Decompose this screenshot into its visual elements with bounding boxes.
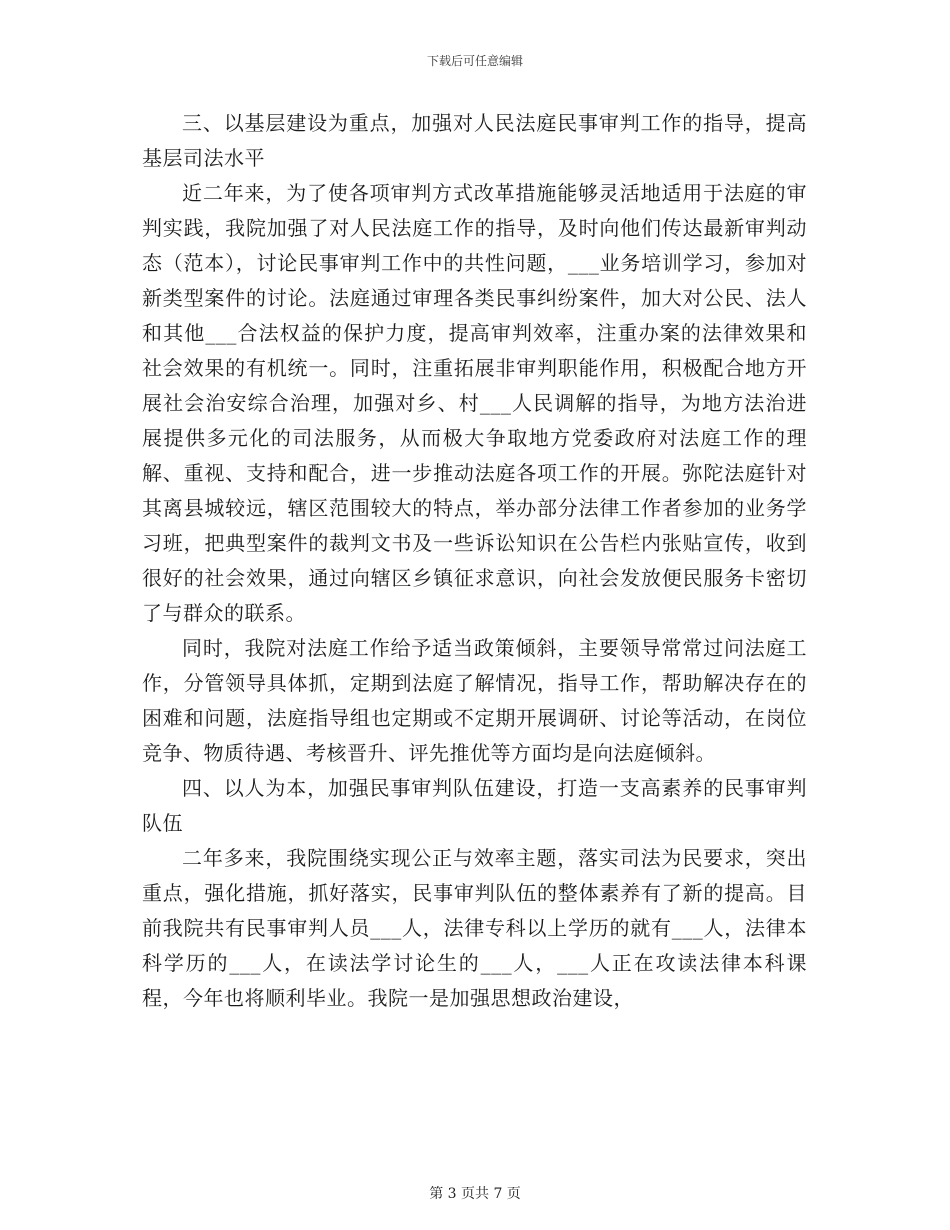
paragraph: 同时，我院对法庭工作给予适当政策倾斜，主要领导常常过问法庭工作，分管领导具体抓，定期到法庭了解情况，指导工作，帮助解决存在的困难和问题，法庭指导组也定期或不定期开展调研、讨论等活动，在岗位竞争、物质待遇、考核晋升、评先推优等方面均是向法庭倾斜。 [142,636,807,765]
page-header: 下载后可任意编辑 [426,54,523,68]
paragraph: 近二年来，为了使各项审判方式改革措施能够灵活地适用于法庭的审判实践，我院加强了对人民法庭工作的指导，及时向他们传达最新审判动态（范本），讨论民事审判工作中的共性问题，___业务培训学习，参加对新类型案件的讨论。法庭通过审理各类民事纠纷案件，加大对公民、法人和其他___合法权益的保护力度，提高审判效率，注重办案的法律效果和社会效果的有机统一。同时，注重拓展非审判职能作用，积极配合地方开展社会治安综合治理，加强对乡、村___人民调解的指导，为地方法治进展提供多元化的司法服务，从而极大争取地方党委政府对法庭工作的理解、重视、支持和配合，进一步推动法庭各项工作的开展。弥陀法庭针对其离县城较远，辖区范围较大的特点，举办部分法律工作者参加的业务学习班，把典型案件的裁判文书及一些诉讼知识在公告栏内张贴宣传，收到很好的社会效果，通过向辖区乡镇征求意识，向社会发放便民服务卡密切了与群众的联系。 [142,181,807,625]
section-heading-3: 三、以基层建设为重点，加强对人民法庭民事审判工作的指导，提高基层司法水平 [142,111,807,170]
paragraph: 二年多来，我院围绕实现公正与效率主题，落实司法为民要求，突出重点，强化措施，抓好落实，民事审判队伍的整体素养有了新的提高。目前我院共有民事审判人员___人，法律专科以上学历的就有___人，法律本科学历的___人，在读法学讨论生的___人，___人正在攻读法律本科课程，今年也将顺利毕业。我院一是加强思想政治建设， [142,846,807,1010]
document-body [142,106,807,1016]
section-heading-4: 四、以人为本，加强民事审判队伍建设，打造一支高素养的民事审判队伍 [142,776,807,835]
page-footer: 第 3 页共 7 页 [429,1186,521,1202]
